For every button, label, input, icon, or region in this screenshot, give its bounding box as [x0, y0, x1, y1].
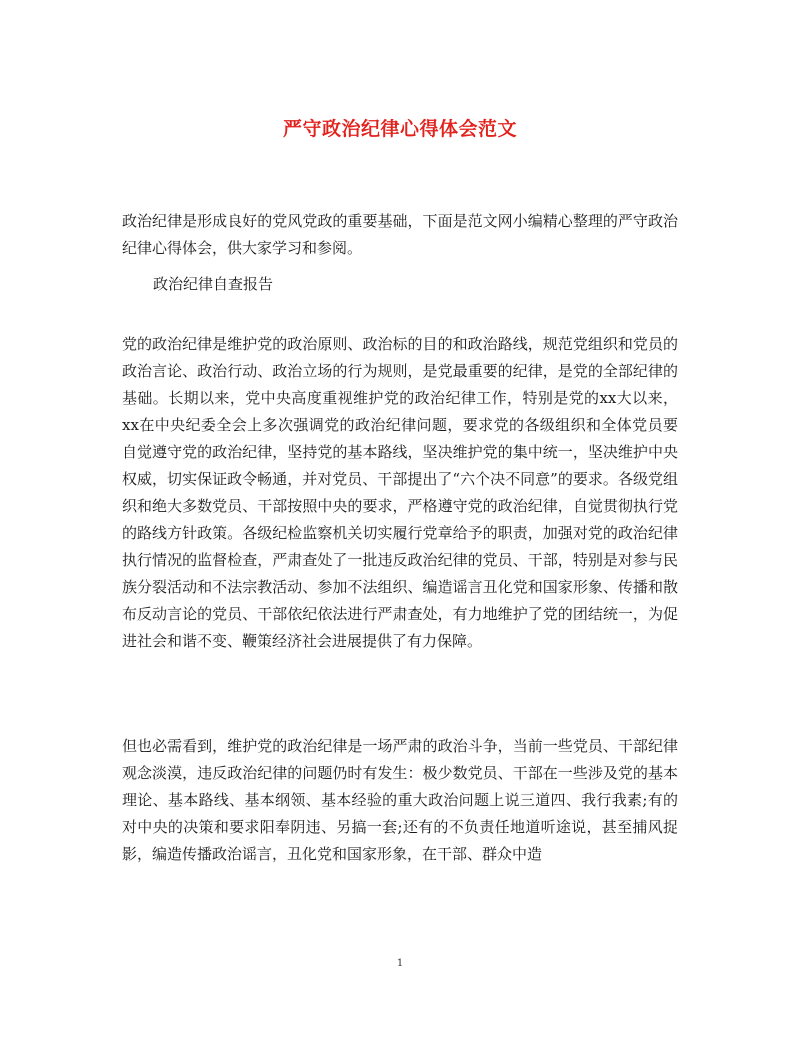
body-paragraph-1: 党的政治纪律是维护党的政治原则、政治标的目的和政治路线，规范党组织和党员的政治言论、政治行动、政治立场的行为规则，是党最重要的纪律，是党的全部纪律的基础。长期以来，党中央高度重视维护党的政治纪律工作，特别是党的xx大以来，xx在中央纪委全会上多次强调党的政治纪律问题，要求党的各级组织和全体党员要自觉遵守党的政治纪律，坚持党的基本路线，坚决维护党的集中统一，坚决维护中央权威，切实保证政令畅通，并对党员、干部提出了“六个决不同意”的要求。各级党组织和绝大多数党员、干部按照中央的要求，严格遵守党的政治纪律，自觉贯彻执行党的路线方针政策。各级纪检监察机关切实履行党章给予的职责，加强对党的政治纪律执行情况的监督检查，严肃查处了一批违反政治纪律的党员、干部，特别是对参与民族分裂活动和不法宗教活动、参加不法组织、编造谣言丑化党和国家形象、传播和散布反动言论的党员、干部依纪依法进行严肃查处，有力地维护了党的团结统一，为促进社会和谐不变、鞭策经济社会进展提供了有力保障。	[122, 335, 678, 650]
body-paragraph-2: 但也必需看到，维护党的政治纪律是一场严肃的政治斗争，当前一些党员、干部纪律观念淡漠，违反政治纪律的问题仍时有发生：极少数党员、干部在一些涉及党的基本理论、基本路线、基本纲领、基本经验的重大政治问题上说三道四、我行我素;有的对中央的决策和要求阳奉阴违、另搞一套;还有的不负责任地道听途说，甚至捕风捉影，编造传播政治谣言，丑化党和国家形象，在干部、群众中造	[122, 737, 678, 863]
document-title: 严守政治纪律心得体会范文	[282, 118, 517, 140]
section-subheading: 政治纪律自查报告	[153, 275, 274, 293]
page-number: 1	[396, 958, 404, 969]
intro-paragraph: 政治纪律是形成良好的党风党政的重要基础，下面是范文网小编精心整理的严守政治纪律心得体会，供大家学习和参阅。	[122, 212, 678, 257]
